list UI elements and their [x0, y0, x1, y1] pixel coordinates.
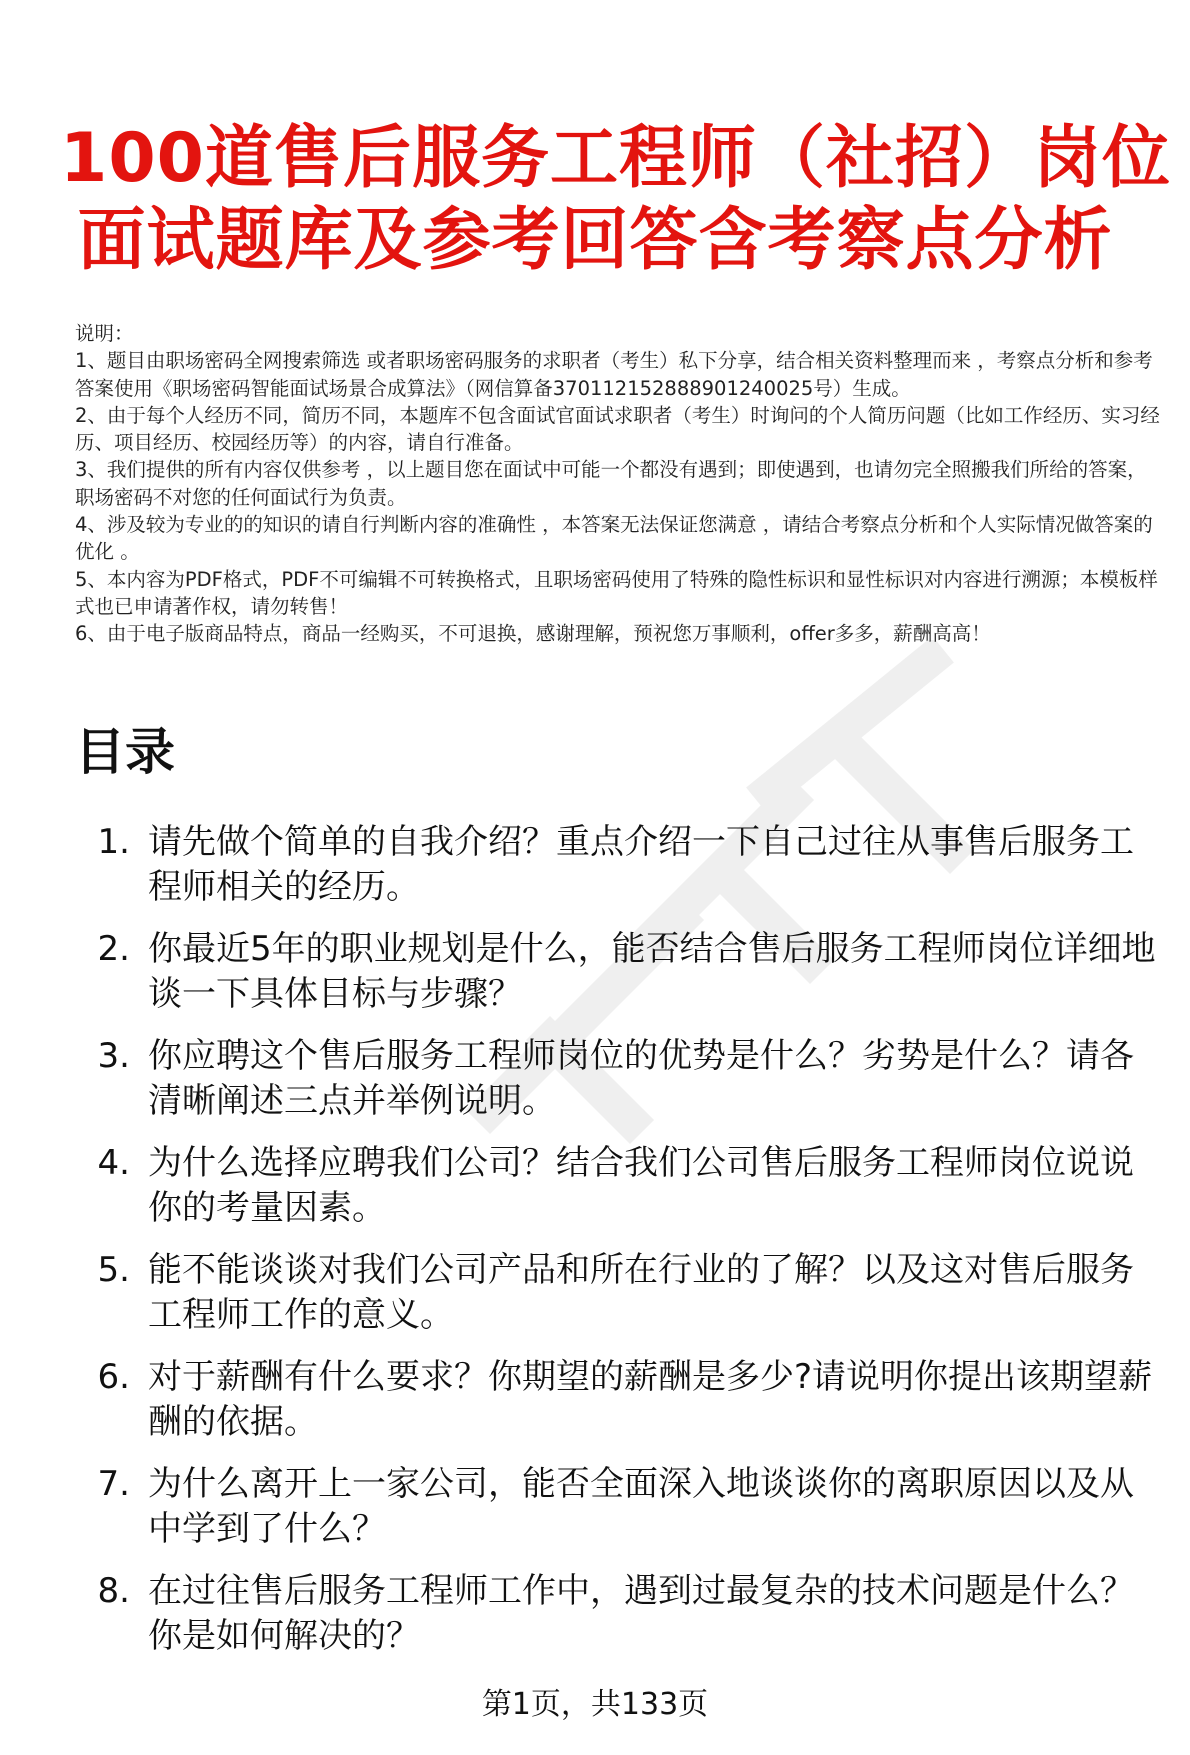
- toc-heading: 目录: [75, 723, 175, 781]
- notes-label: 说明：: [75, 322, 134, 345]
- note-item-3: 3、我们提供的所有内容仅供参考 ，以上题目您在面试中可能一个都没有遇到；即使遇到，也请勿完全照搬我们所给的答案，职场密码不对您的任何面试行为负责。: [75, 458, 1147, 509]
- page-footer: 第1页，共133页: [481, 1687, 709, 1722]
- toc-item-text: 对于薪酬有什么要求？你期望的薪酬是多少?请说明你提出该期望薪酬的依据。: [148, 1357, 1153, 1442]
- toc-item-2[interactable]: [75, 927, 1165, 1017]
- note-item-1: 1、题目由职场密码全网搜索筛选 或者职场密码服务的求职者（考生）私下分享，结合相关资料整理而来 ，考察点分析和参考答案使用《职场密码智能面试场景合成算法》（网信算备370112152888901240025号）生成。: [75, 349, 1153, 400]
- toc-item-7[interactable]: [75, 1462, 1165, 1552]
- notes-section: [75, 320, 1160, 648]
- toc-item-number: 6.: [97, 1357, 130, 1397]
- note-item-5: 5、本内容为PDF格式，PDF不可编辑不可转换格式，且职场密码使用了特殊的隐性标识和显性标识对内容进行溯源；本模板样式也已申请著作权，请勿转售！: [75, 567, 1158, 618]
- toc-list: [75, 820, 1165, 1676]
- toc-item-6[interactable]: [75, 1355, 1165, 1445]
- document-title: [60, 118, 1171, 282]
- toc-item-5[interactable]: [75, 1248, 1165, 1338]
- toc-item-3[interactable]: [75, 1034, 1165, 1124]
- toc-item-text: 请先做个简单的自我介绍？重点介绍一下自己过往从事售后服务工程师相关的经历。: [148, 822, 1134, 907]
- note-item-2: 2、由于每个人经历不同，简历不同，本题库不包含面试官面试求职者（考生）时询问的个人简历问题（比如工作经历、实习经历、项目经历、校园经历等）的内容，请自行准备。: [75, 403, 1160, 455]
- note-item-6: 6、由于电子版商品特点，商品一经购买，不可退换，感谢理解，预祝您万事顺利，offer多多，薪酬高高！: [75, 622, 991, 646]
- toc-item-text: 你最近5年的职业规划是什么，能否结合售后服务工程师岗位详细地谈一下具体目标与步骤？: [148, 929, 1156, 1014]
- toc-item-number: 1.: [97, 822, 130, 862]
- title-line-1: 100道售后服务工程师（社招）岗位: [60, 119, 1171, 198]
- note-item-4: 4、涉及较为专业的的知识的请自行判断内容的准确性 ，本答案无法保证您满意 ，请结合考察点分析和个人实际情况做答案的优化 。: [75, 513, 1153, 564]
- toc-item-8[interactable]: [75, 1569, 1165, 1659]
- toc-item-number: 8.: [97, 1571, 130, 1611]
- toc-item-text: 你应聘这个售后服务工程师岗位的优势是什么？劣势是什么？请各清晰阐述三点并举例说明。: [148, 1036, 1134, 1121]
- toc-item-text: 为什么离开上一家公司，能否全面深入地谈谈你的离职原因以及从中学到了什么？: [148, 1464, 1134, 1549]
- title-line-2: 面试题库及参考回答含考察点分析: [77, 201, 1113, 280]
- toc-item-text: 能不能谈谈对我们公司产品和所在行业的了解？以及这对售后服务工程师工作的意义。: [148, 1250, 1134, 1335]
- toc-item-number: 4.: [97, 1143, 130, 1183]
- toc-item-number: 2.: [97, 929, 130, 969]
- toc-item-number: 5.: [97, 1250, 130, 1290]
- toc-item-text: 在过往售后服务工程师工作中，遇到过最复杂的技术问题是什么？你是如何解决的？: [148, 1571, 1134, 1656]
- toc-item-1[interactable]: [75, 820, 1165, 910]
- toc-item-text: 为什么选择应聘我们公司？结合我们公司售后服务工程师岗位说说你的考量因素。: [148, 1143, 1134, 1228]
- toc-item-number: 7.: [97, 1464, 130, 1504]
- toc-item-number: 3.: [97, 1036, 130, 1076]
- toc-item-4[interactable]: [75, 1141, 1165, 1231]
